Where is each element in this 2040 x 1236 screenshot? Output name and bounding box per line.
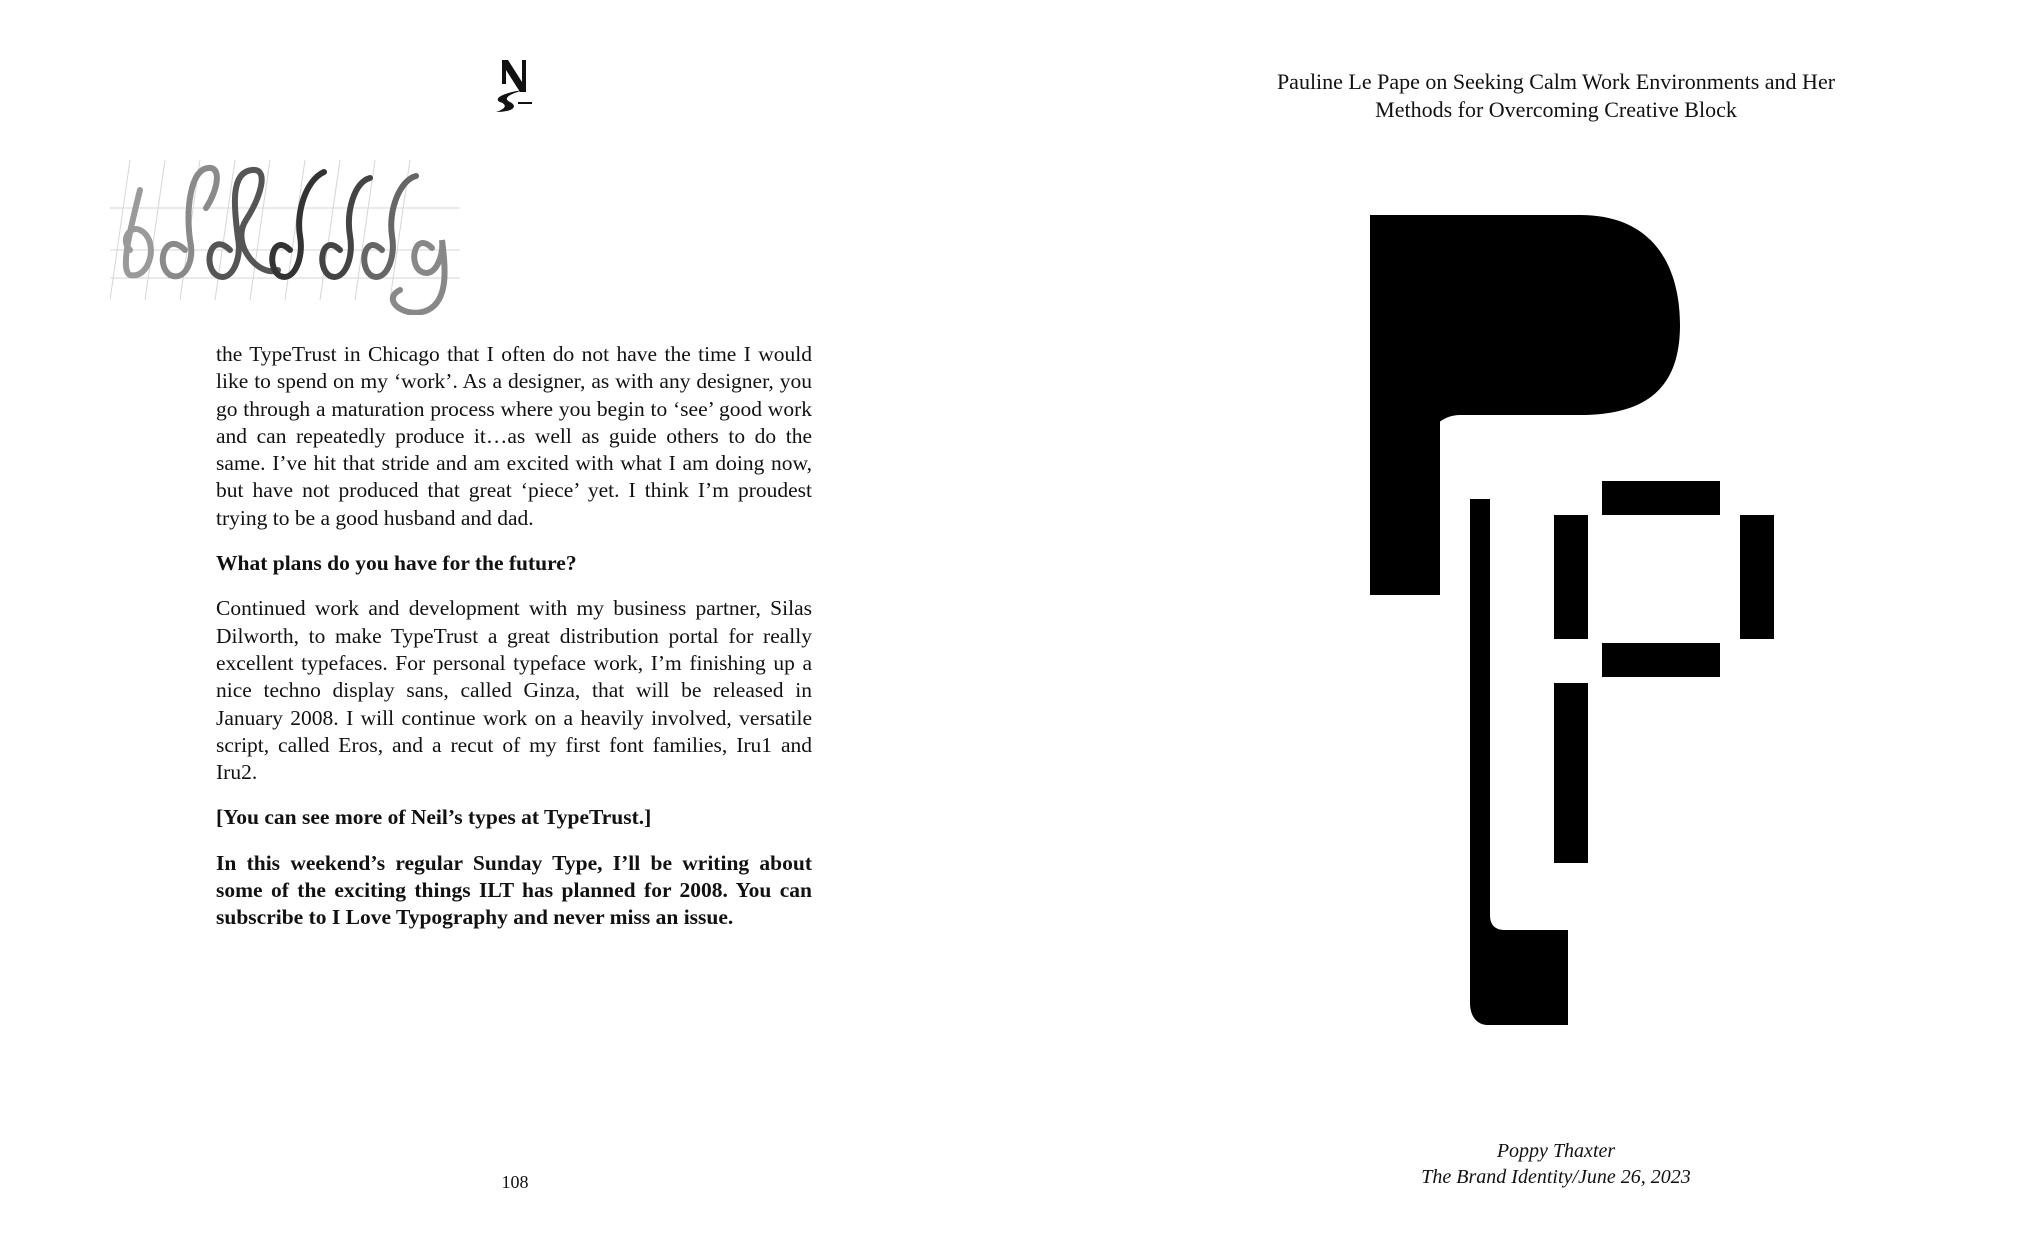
page-number: 108 <box>501 1172 529 1192</box>
paragraph-answer-future-plans: Continued work and development with my business partner, Silas Dilworth, to make TypeTrust a great distribution portal for really excellent typefaces. For personal typeface work, I’m finishing up a nice techno display sans, called Ginza, that will be released in January 2008. I will continue work on a heavily involved, versatile script, called Eros, and a recut of my first font families, Iru1 and Iru2. <box>216 596 812 785</box>
author-name: Poppy Thaxter <box>1496 1140 1616 1162</box>
article-credit <box>1250 1138 1862 1190</box>
typetrust-note: [You can see more of Neil’s types at TypeTrust.] <box>216 805 652 830</box>
pp-monogram-illustration <box>1370 215 1790 1045</box>
publication-line: The Brand Identity/June 26, 2023 <box>1421 1166 1691 1188</box>
publisher-logo <box>488 58 536 114</box>
calligraphy-illustration <box>110 150 460 315</box>
article-title: Pauline Le Pape on Seeking Calm Work Environments and Her Methods for Overcoming Creative Block <box>1276 69 1836 122</box>
question-heading-future-plans: What plans do you have for the future? <box>216 551 577 576</box>
paragraph-answer-previous: the TypeTrust in Chicago that I often do not have the time I would like to spend on my ‘work’. As a designer, as with any designer, you go through a maturation process where you begin to ‘see’ good work and can repeatedly produce it…as well as guide others to do the same. I’ve hit that stride and am excited with what I am doing now, but have not produced that great ‘piece’ yet. I think I’m proudest trying to be a good husband and dad. <box>216 342 812 530</box>
article-body <box>216 341 812 950</box>
sunday-type-note: In this weekend’s regular Sunday Type, I’ll be writing about some of the exciting things ILT has planned for 2008. You can subscribe to I Love Typography and never miss an issue. <box>216 850 812 930</box>
